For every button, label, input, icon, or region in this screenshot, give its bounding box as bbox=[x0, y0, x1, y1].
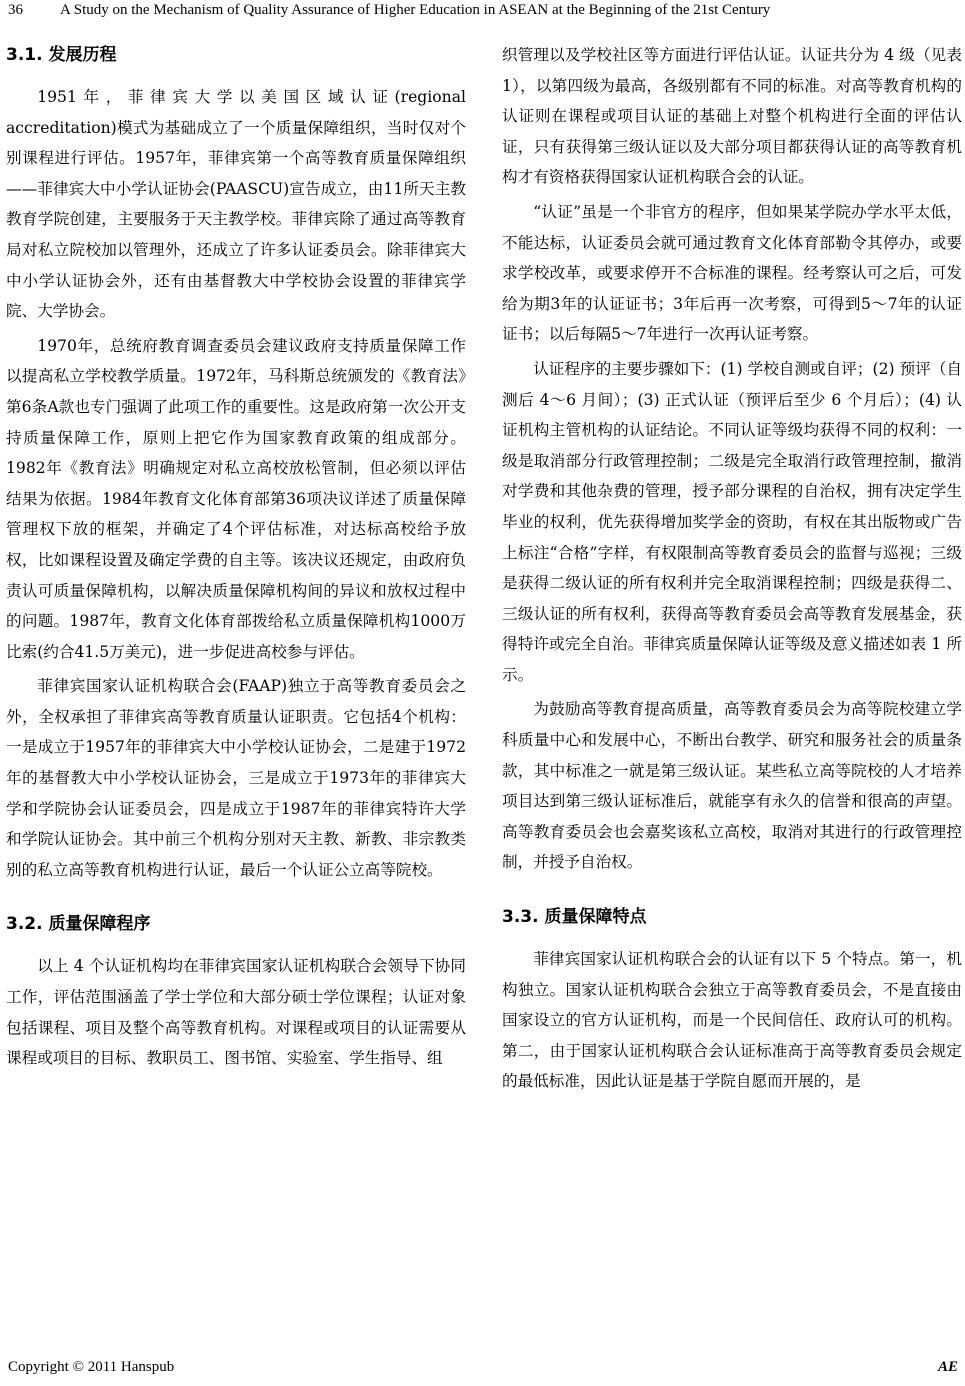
journal-abbrev: AE bbox=[937, 1359, 958, 1375]
copyright-notice: Copyright © 2011 Hanspub bbox=[8, 1359, 175, 1375]
paragraph: 认证程序的主要步骤如下：(1) 学校自测或自评；(2) 预评（自测后 4～6 月间）；(3) 正式认证（预评后至少 6 个月后）；(4) 认证机构主管机构的认证结论。不同认证等级均获得不同的权利：一级是取消部分行政管理控制；二级是完全取消行政管理控制，撤消对学费和其他杂费的管理，授予部分课程的自治权，拥有决定学生毕业的权利，优先获得增加奖学金的资助，有权在其出版物或广告上标注“合格”字样，有权限制高等教育委员会的监督与巡视；三级是获得二级认证的所有权利并完全取消课程控制；四级是获得二、三级认证的所有权利，获得高等教育委员会高等教育发展基金，获得特许或完全自治。菲律宾质量保障认证等级及意义描述如表 1 所示。 bbox=[502, 359, 962, 684]
left-column bbox=[6, 40, 466, 1074]
paragraph: 菲律宾国家认证机构联合会的认证有以下 5 个特点。第一，机构独立。国家认证机构联合会独立于高等教育委员会，不是直接由国家设立的官方认证机构，而是一个民间信任、政府认可的机构。第二，由于国家认证机构联合会认证标准高于高等教育委员会规定的最低标准，因此认证是基于学院自愿而开展的，是 bbox=[502, 950, 962, 1091]
right-column bbox=[502, 40, 962, 1097]
section-heading-3-2: 3.2. 质量保障程序 bbox=[6, 914, 151, 935]
paragraph: 以上 4 个认证机构均在菲律宾国家认证机构联合会领导下协同工作，评估范围涵盖了学士学位和大部分硕士学位课程；认证对象包括课程、项目及整个高等教育机构。对课程或项目的认证需要从课程或项目的目标、教职员工、图书馆、实验室、学生指导、组 bbox=[6, 957, 466, 1068]
paragraph: 1951年，菲律宾大学以美国区域认证(regional accreditation)模式为基础成立了一个质量保障组织，当时仅对个别课程进行评估。1957年，菲律宾第一个高等教育质量保障组织——菲律宾大中小学认证协会(PAASCU)宣告成立，由11所天主教教育学院创建，主要服务于天主教学校。菲律宾除了通过高等教育局对私立院校加以管理外，还成立了许多认证委员会。除菲律宾大中小学认证协会外，还有由基督教大中学校协会设置的菲律宾学院、大学协会。 bbox=[6, 88, 466, 321]
running-title: A Study on the Mechanism of Quality Assurance of Higher Education in ASEAN at the Beginning of the 21st Century bbox=[60, 2, 771, 18]
paragraph: “认证”虽是一个非官方的程序，但如果某学院办学水平太低，不能达标，认证委员会就可通过教育文化体育部勒令其停办，或要求学校改革，或要求停开不合标准的课程。经考察认可之后，可发给为期3年的认证证书；3年后再一次考察，可得到5～7年的认证证书；以后每隔5～7年进行一次再认证考察。 bbox=[502, 202, 962, 344]
paragraph: 为鼓励高等教育提高质量，高等教育委员会为高等院校建立学科质量中心和发展中心，不断出台教学、研究和服务社会的质量条款，其中标准之一就是第三级认证。某些私立高等院校的人才培养项目达到第三级认证标准后，就能享有永久的信誉和很高的声望。高等教育委员会也会嘉奖该私立高校，取消对其进行的行政管理控制，并授予自治权。 bbox=[502, 700, 962, 872]
section-heading-3-1: 3.1. 发展历程 bbox=[6, 45, 117, 65]
paragraph: 菲律宾国家认证机构联合会(FAAP)独立于高等教育委员会之外，全权承担了菲律宾高等教育质量认证职责。它包括4个机构：一是成立于1957年的菲律宾大中小学校认证协会，二是建于1972年的基督教大中小学校认证协会，三是成立于1973年的菲律宾大学和学院协会认证委员会，四是成立于1987年的菲律宾特许大学和学院认证协会。其中前三个机构分别对天主教、新教、非宗教类别的私立高等教育机构进行认证，最后一个认证公立高等院校。 bbox=[6, 677, 466, 879]
section-heading-3-3: 3.3. 质量保障特点 bbox=[502, 907, 647, 928]
page-footer bbox=[8, 1356, 958, 1380]
page-number: 36 bbox=[8, 2, 23, 18]
paragraph: 1970年，总统府教育调查委员会建议政府支持质量保障工作以提高私立学校教学质量。1972年，马科斯总统颁发的《教育法》第6条A款也专门强调了此项工作的重要性。这是政府第一次公开支持质量保障工作，原则上把它作为国家教育政策的组成部分。1982年《教育法》明确规定对私立高校放松管制，但必须以评估结果为依据。1984年教育文化体育部第36项决议详述了质量保障管理权下放的框架，并确定了4个评估标准，对达标高校给予放权，比如课程设置及确定学费的自主等。该决议还规定，由政府负责认可质量保障机构，以解决质量保障机构间的异议和放权过程中的问题。1987年，教育文化体育部拨给私立质量保障机构1000万比索(约合41.5万美元)，进一步促进高校参与评估。 bbox=[6, 336, 466, 661]
paragraph: 织管理以及学校社区等方面进行评估认证。认证共分为 4 级（见表 1），以第四级为最高，各级别都有不同的标准。对高等教育机构的认证则在课程或项目认证的基础上对整个机构进行全面的评估认证，只有获得第三级认证以及大部分项目都获得认证的高等教育机构才有资格获得国家认证机构联合会的认证。 bbox=[502, 46, 962, 187]
running-header bbox=[8, 0, 958, 22]
